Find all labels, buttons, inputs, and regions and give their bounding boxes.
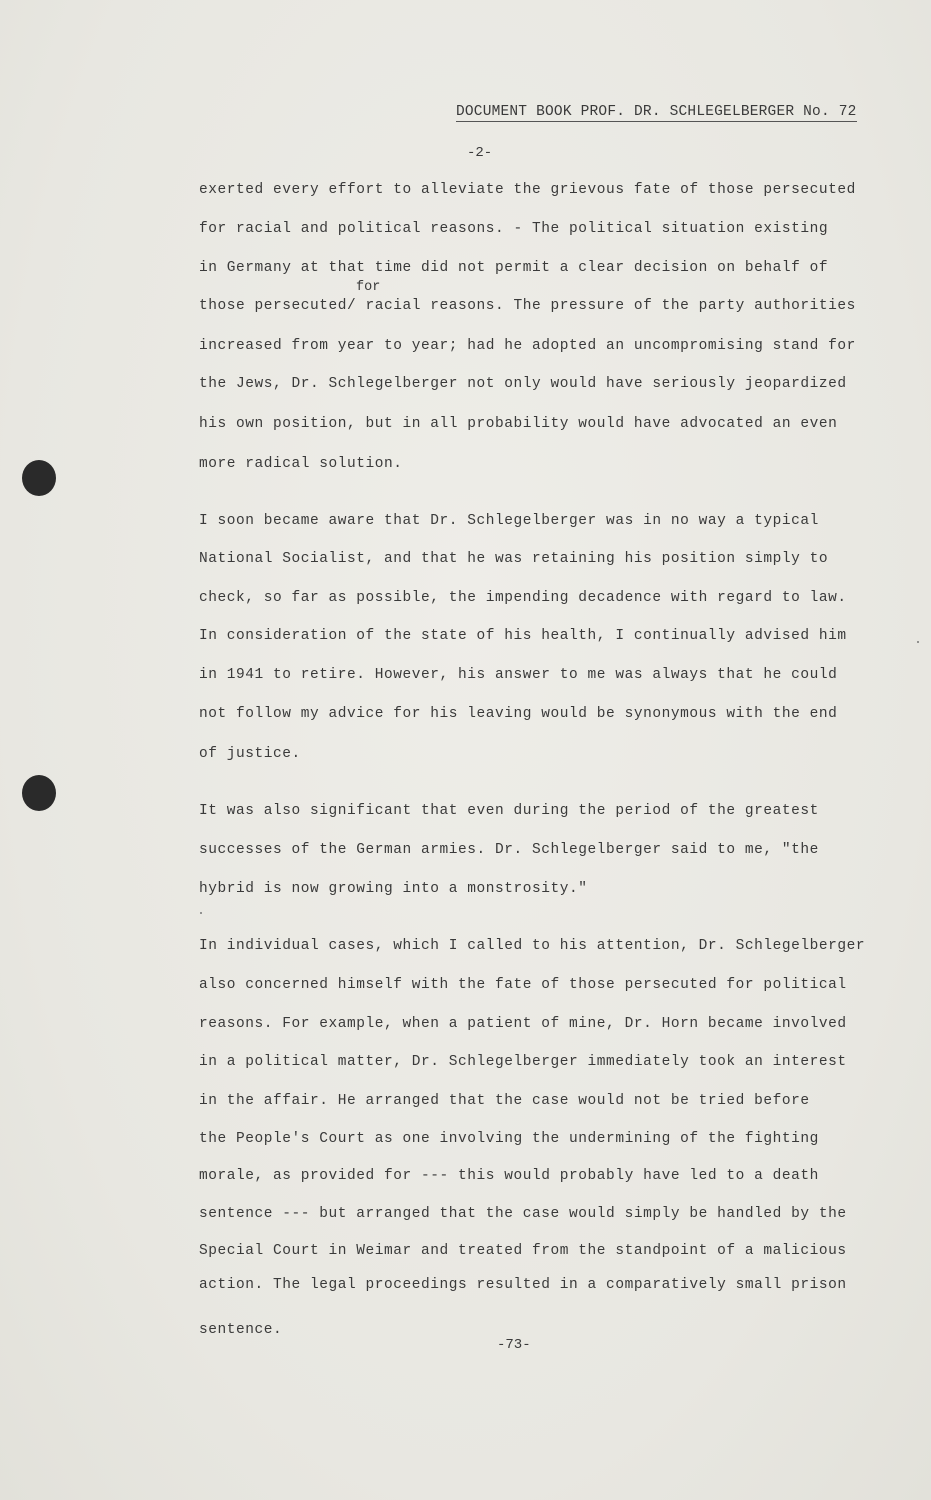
text-line: morale, as provided for --- this would probably have led to a death: [199, 1168, 819, 1184]
text-line: In consideration of the state of his health, I continually advised him: [199, 628, 847, 644]
text-line: for racial and political reasons. - The political situation existing: [199, 221, 829, 237]
page-marker: -2-: [467, 145, 493, 161]
text-line: the Jews, Dr. Schlegelberger not only would have seriously jeopardized: [199, 376, 847, 392]
text-line: in 1941 to retire. However, his answer to me was always that he could: [199, 667, 838, 683]
text-line: more radical solution.: [199, 456, 403, 472]
text-line: reasons. For example, when a patient of mine, Dr. Horn became involved: [199, 1016, 847, 1032]
text-line: sentence.: [199, 1322, 283, 1338]
footer-page-number: -73-: [497, 1337, 531, 1353]
text-line: check, so far as possible, the impending decadence with regard to law.: [199, 590, 847, 606]
text-line: It was also significant that even during the period of the greatest: [199, 803, 819, 819]
handwritten-insertion: for: [356, 280, 381, 295]
document-header: DOCUMENT BOOK PROF. DR. SCHLEGELBERGER No. 72: [456, 104, 857, 120]
text-line: National Socialist, and that he was retaining his position simply to: [199, 551, 829, 567]
punch-hole-mark: [22, 775, 56, 811]
text-line: not follow my advice for his leaving would be synonymous with the end: [199, 706, 838, 722]
text-line: of justice.: [199, 746, 301, 762]
text-line: in the affair. He arranged that the case would not be tried before: [199, 1093, 810, 1109]
text-line: action. The legal proceedings resulted in a comparatively small prison: [199, 1277, 847, 1293]
text-line: in a political matter, Dr. Schlegelberger immediately took an interest: [199, 1054, 847, 1070]
text-line: increased from year to year; had he adopted an uncompromising stand for: [199, 338, 856, 354]
text-line: also concerned himself with the fate of those persecuted for political: [199, 977, 847, 993]
text-line: his own position, but in all probability would have advocated an even: [199, 416, 838, 432]
paper-speck: [200, 912, 202, 914]
punch-hole-mark: [22, 460, 56, 496]
text-line: successes of the German armies. Dr. Schlegelberger said to me, "the: [199, 842, 819, 858]
text-line: exerted every effort to alleviate the grievous fate of those persecuted: [199, 182, 856, 198]
text-line: sentence --- but arranged that the case would simply be handled by the: [199, 1206, 847, 1222]
paper-speck: [917, 641, 919, 643]
text-line: the People's Court as one involving the undermining of the fighting: [199, 1131, 819, 1147]
text-line: In individual cases, which I called to his attention, Dr. Schlegelberger: [199, 938, 866, 954]
text-line: those persecuted/ racial reasons. The pressure of the party authorities: [199, 298, 856, 314]
text-line: Special Court in Weimar and treated from the standpoint of a malicious: [199, 1243, 847, 1259]
text-line: in Germany at that time did not permit a clear decision on behalf of: [199, 260, 829, 276]
text-line: I soon became aware that Dr. Schlegelberger was in no way a typical: [199, 513, 819, 529]
text-line: hybrid is now growing into a monstrosity.": [199, 881, 588, 897]
